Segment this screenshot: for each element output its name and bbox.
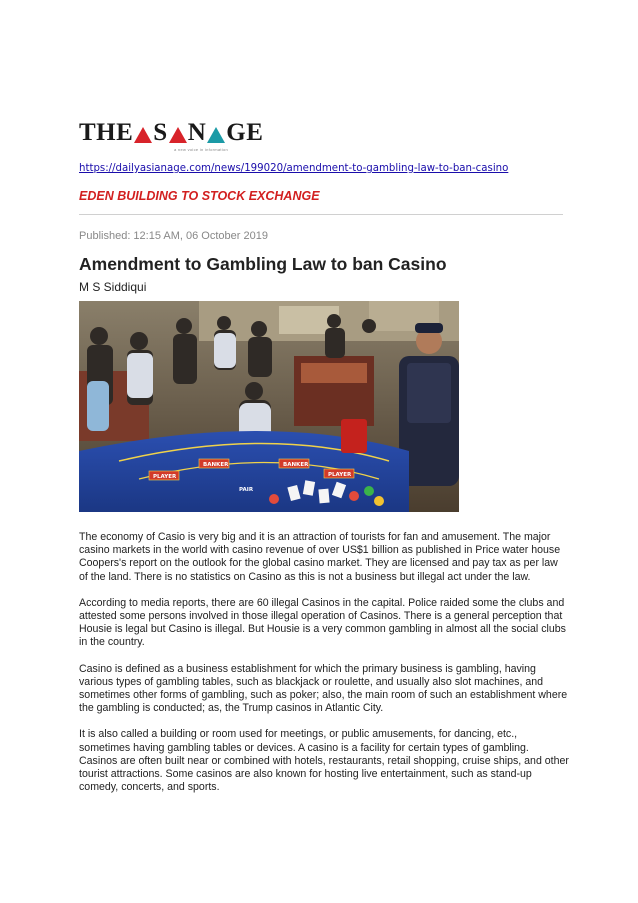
article-url-link[interactable]: https://dailyasianage.com/news/199020/amendment-to-gambling-law-to-ban-casino bbox=[79, 163, 509, 174]
logo-triangle-a2-icon bbox=[207, 127, 225, 143]
logo-triangle-i-icon bbox=[169, 127, 187, 143]
article-photo bbox=[79, 301, 459, 512]
table-label-banker-2: BANKER bbox=[283, 462, 309, 468]
table-label-pair: PAIR bbox=[239, 487, 254, 493]
table-label-player-2: PLAYER bbox=[328, 472, 352, 478]
published-timestamp: Published: 12:15 AM, 06 October 2019 bbox=[79, 230, 268, 242]
logo-triangle-a-icon bbox=[134, 127, 152, 143]
table-label-banker: BANKER bbox=[203, 462, 229, 468]
paragraph: The economy of Casio is very big and it is an attraction of tourists for fan and amusement. The major casino markets in the world with casino revenue of over US$1 billion as published in Price water house Coopers's report on the outlook for the global casino market. They are licensed and pay tax as per law of the land. There is no statistics on Casino as this is not a business but illegal act under the law. bbox=[79, 531, 561, 583]
section-label[interactable]: EDEN BUILDING TO STOCK EXCHANGE bbox=[79, 189, 320, 203]
paragraph: According to media reports, there are 60 illegal Casinos in the capital. Police raided some the clubs and attested some persons involved in those illegal operation of Casinos. There is a general perception that Housie is legal but Casino is illegal. But Housie is a very common gambling in almost all the social clubs in the country. bbox=[79, 596, 566, 649]
article-body bbox=[79, 531, 569, 807]
casino-raid-photo-icon bbox=[79, 301, 459, 512]
article-author: M S Siddiqui bbox=[79, 280, 147, 294]
logo-text-ge: GE bbox=[226, 119, 264, 146]
logo-text-s: S bbox=[153, 119, 168, 146]
logo-text-the: THE bbox=[79, 119, 134, 146]
paragraph: Casino is defined as a business establishment for which the primary business is gambling, having various types of gambling tables, such as blackjack or roulette, and usually also slot machines, and sometimes other forms of gambling, such as poker; also, the main room of such an establishment where the gambling is conducted; as, the Trump casinos in Atlantic City. bbox=[79, 662, 568, 715]
paragraph: It is also called a building or room used for meetings, or public amusements, for dancing, etc., sometimes having gambling tables or devices. A casino is a facility for certain types of gambling. Casinos are often built near or combined with hotels, restaurants, retail shopping, cruise ships, and other tourist attractions. Some casinos are also known for hosting live entertainment, such as stand-up comedy, concerts, and sports. bbox=[79, 728, 569, 794]
logo-tagline: a new voice in information bbox=[174, 147, 229, 152]
site-logo[interactable] bbox=[79, 120, 269, 156]
logo-text-n: N bbox=[187, 119, 207, 146]
article-headline: Amendment to Gambling Law to ban Casino bbox=[79, 254, 447, 274]
table-label-player: PLAYER bbox=[153, 474, 177, 480]
divider bbox=[79, 214, 563, 215]
logo-wordmark bbox=[79, 120, 269, 146]
